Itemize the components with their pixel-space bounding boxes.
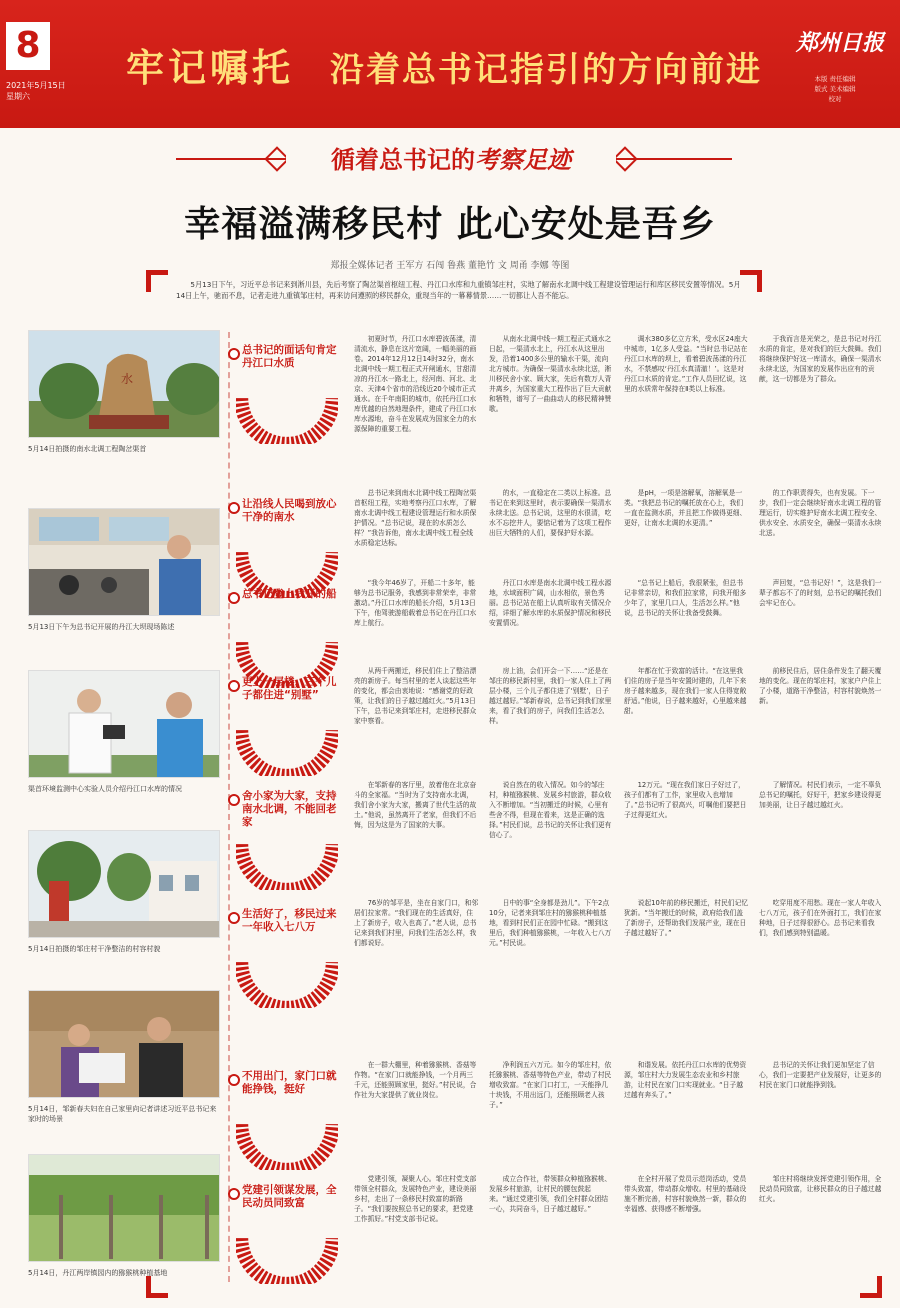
text-column: 在邹新春的客厅里，放着他在北京奋斗的全家福。“当时为了支持南水北调，我们舍小家为大家，搬离了世代生活的故土。”他说，虽然离开了老家，但我们不后悔，因为这是为了国家的大事。 xyxy=(354,781,477,829)
section-badge xyxy=(224,666,344,776)
text-column: 从两千两搬迁，移民们住上了整洁漂亮的新房子。每当村里的老人谈起这些年的变化，都会由衷地说：“感谢党的好政策，让我们的日子越过越红火。”5月13日下午，总书记来到邹庄村，走进移民群众家中察看。 xyxy=(354,667,477,725)
section-banner xyxy=(286,140,616,178)
text-column: 声回复，“总书记好！”，这是我们一辈子都忘不了的时刻，总书记的嘱托我们会牢记在心。 xyxy=(759,579,882,607)
text-column: 年都在忙于致富的活计。“在这里我们住的房子是当年安置时建的，几年下来房子越来越多，现在我们一家人住得宽敞舒适。”他说，日子越来越好，心里越来越甜。 xyxy=(624,667,747,715)
section-columns xyxy=(354,1060,884,1110)
text-column: “总书记上船后，我很紧张，但总书记非常亲切，和我们拉家常，问我开船多少年了，家里几口人，生活怎么样。”他说，总书记的关怀让我备受鼓舞。 xyxy=(624,579,747,617)
banner-diamond-icon xyxy=(612,146,637,171)
section-columns xyxy=(354,898,884,948)
frame-corner xyxy=(146,270,168,292)
article-headline: 幸福溢满移民村 此心安处是吾乡 xyxy=(184,204,716,245)
section-badge xyxy=(224,780,344,890)
text-column: 在全村开展了党员示范岗活动，党员带头致富，带动群众增收。村里的基础设施不断完善，村容村貌焕然一新，群众的幸福感、获得感不断增强。 xyxy=(624,1175,747,1213)
text-column: 成立合作社，带领群众种植猕猴桃、发展乡村旅游，让村民的腰包鼓起来。“通过党建引领，我们全村群众团结一心，共同奋斗，日子越过越好。” xyxy=(489,1175,612,1213)
photo-caption: 5月13日下午为总书记开展的丹江大坝现场陈述 xyxy=(28,623,175,631)
section-row xyxy=(224,666,884,774)
photo-monument xyxy=(28,330,220,438)
section-row xyxy=(224,578,884,660)
text-column: 总书记来到南水北调中线工程陶岔渠首枢纽工程，实地考察丹江口水库，了解南水北调中线工程建设管理运行和水质保护情况。“总书记说，现在的水质怎么样？”我告诉他，南水北调中线工程全线水质稳定达标。 xyxy=(354,489,477,547)
text-column: 了解情况。村民们表示，一定不辜负总书记的嘱托，好好干，把家乡建设得更加美丽，让日子越过越红火。 xyxy=(759,781,882,809)
text-column: 总书记的关怀让我们更加坚定了信心，我们一定要把产业发展好，让更多的村民在家门口就能挣到钱。 xyxy=(759,1061,882,1089)
text-column: 说自然在的收入情况。如今的邹庄村，种植猕猴桃、发展乡村旅游，群众收入不断增加。“当初搬迁的时候，心里有些舍不得，但现在看来，这是正确的选择。”村民们说，总书记的关怀让我们更有信心了。 xyxy=(489,781,612,839)
section-columns xyxy=(354,666,884,726)
section-label: 让沿线人民喝到放心干净的南水 xyxy=(242,498,337,523)
photo-caption: 5月14日，邹新春夫妇在自己家里向记者讲述习近平总书记来家时的场景 xyxy=(28,1105,217,1123)
text-column: 的工作职责得失，也有发展。下一步，我们一定会继续好南水北调工程的管理运行，切实维护好南水北调工程安全、供水安全、水质安全，确保一渠清水永续北送。 xyxy=(759,489,882,537)
text-column: 日中的事“全身都是劲儿”。下午2点10分，记者来到邹庄村的猕猴桃种植基地，看到村民们正在园中忙碌。“搬到这里后，我们种植猕猴桃，一年收入七八万元。”村民说。 xyxy=(489,899,612,947)
photo-caption: 5月14日拍摄的南水北调工程陶岔渠首 xyxy=(28,445,147,453)
issue-date xyxy=(6,80,66,102)
column-title: 牢记嘱托 xyxy=(126,45,295,90)
section-row xyxy=(224,488,884,580)
section-badge xyxy=(224,1174,344,1284)
photo-caption: 5月14日，丹江两岸镇园内的猕猴桃种植基地 xyxy=(28,1269,168,1277)
section-columns xyxy=(354,578,884,628)
editor-line: 校对 xyxy=(828,95,842,103)
text-column: 说起10年前的移民搬迁，村民们记忆犹新。“当年搬迁的时候，政府给我们盖了新房子，还帮助我们发展产业，现在日子越过越好了。” xyxy=(624,899,749,937)
text-column: 党建引领，凝聚人心。邹庄村党支部带领全村群众，发展特色产业，建设美丽乡村，走出了一条移民村致富的新路子。“我们要按照总书记的要求，把党建工作抓好。”村党支部书记说。 xyxy=(354,1175,477,1223)
text-column: 在一群大棚里，种着猕猴桃、香菇等作物。“在家门口就能挣钱，一个月两三千元，还能照顾家里，挺好。”村民说，合作社为大家提供了就业岗位。 xyxy=(354,1061,477,1099)
section-label: 不用出门，家门口就能挣钱，挺好 xyxy=(242,1070,337,1095)
text-column: 12万元。“现在我们家日子好过了，孩子们都有了工作，家里收入也增加了。”总书记听了很高兴，叮嘱他们要把日子过得更红火。 xyxy=(624,781,747,819)
text-column: 前移民住后，居住条件发生了翻天覆地的变化。现在的邹庄村，家家户户住上了小楼，道路干净整洁，村容村貌焕然一新。 xyxy=(759,667,882,705)
section-columns xyxy=(354,488,884,548)
section-badge xyxy=(224,334,344,444)
section-badge xyxy=(224,1060,344,1170)
article-lede: 5月13日下午，习近平总书记来到淅川县，先后考察了陶岔渠首枢纽工程、丹江口水库和九重镇邹庄村，实地了解南水北调中线工程建设管理运行和库区移民安置等情况。5月14日上午，驰而不息，记者走进九重镇邹庄村，再来访问遵照的移民群众，重现当年的一幕幕情景……一切都让人吾不能忘。 xyxy=(176,280,741,300)
newspaper-masthead: 郑州日报 xyxy=(795,30,884,56)
section-label: 更上一层楼，三个儿子都住进“别墅” xyxy=(242,676,337,701)
editor-line: 版式 美术编辑 xyxy=(814,85,856,93)
section-label: 总书记登上我开的船 xyxy=(242,588,337,600)
section-columns xyxy=(354,1174,884,1224)
text-column: “我今年46岁了，开船二十多年，能够为总书记服务，我感到非常荣幸，非常激动。”丹江口水库的船长介绍，5月13日下午，他驾驶游船载着总书记在丹江口水库上航行。 xyxy=(354,579,477,627)
section-label: 党建引领谋发展，全民动员同致富 xyxy=(242,1184,337,1209)
text-column: 从南水北调中线一期工程正式通水之日起，一渠清水北上，丹江水从这里出发，沿着1400多公里的输水干渠，流向北方城市。为确保一渠清水永续北送，淅川移民舍小家、顾大家，先后有数万人背井离乡，为国家重大工程作出了巨大贡献和牺牲，谱写了一曲曲动人的移民精神赞歌。 xyxy=(489,335,612,413)
section-row xyxy=(224,898,884,1070)
weekday-text: 星期六 xyxy=(6,92,30,101)
frame-corner xyxy=(860,1276,882,1298)
frame-corner xyxy=(146,1276,168,1298)
photo-village xyxy=(28,830,220,938)
photo-orchard xyxy=(28,1154,220,1262)
page-number: 8 xyxy=(6,22,50,70)
text-column: 76岁的邹平是，坐在自家门口，和邻居们拉家常。“我们现在的生活真好，住上了新房子，收入也高了。”老人说，总书记来到我们村里，问我们生活怎么样，我们都说好。 xyxy=(354,899,479,947)
text-column: 的水，一直稳定在二类以上标准。总书记在来到这里时，表示要确保一渠清水永续北送。总书记说，这里的水很清，吃水不忘挖井人，要惦记着为了这项工程作出巨大牺牲的人们，要保护好水源。 xyxy=(489,489,612,537)
editor-info xyxy=(780,74,890,104)
text-column: 和谐发展。依托丹江口水库的优势资源，邹庄村大力发展生态农业和乡村旅游，让村民在家门口实现就业。“日子越过越有奔头了。” xyxy=(624,1061,747,1099)
section-row xyxy=(224,1174,884,1274)
photo-caption: 渠首环境监测中心实验人员介绍丹江口水库的情况 xyxy=(28,785,182,793)
text-column: 是pH，一项是溶解氧，溶解氧是一类。“我把总书记的嘱托放在心上，我们一直在监测水质，并且把工作做得更细、更好，让南水北调的水更清。” xyxy=(624,489,747,527)
section-row xyxy=(224,334,884,478)
photo-boat-captain xyxy=(28,508,220,616)
section-row xyxy=(224,780,884,890)
article-byline: 郑报全媒体记者 王军方 石闯 鲁燕 董艳竹 文 周甬 李娜 等图 xyxy=(330,261,570,271)
text-column: 丹江口水库是南水北调中线工程水源地，水域面积广阔，山水相依，景色秀丽。总书记站在船上认真听取有关情况介绍，详细了解水库的水质保护情况和移民安置情况。 xyxy=(489,579,612,627)
section-row xyxy=(224,1060,884,1170)
section-label: 舍小家为大家，支持南水北调，不能回老家 xyxy=(242,790,337,828)
banner-text: 循着总书记的 xyxy=(331,146,475,174)
text-column: 房上油，会们开会一下……“还是在邹庄的移民新村里，我们一家人住上了两层小楼，三个儿子都住进了‘别墅’，日子越过越好。”邹新春说，总书记到我们家里来，看了我们的房子，问我们生活怎么样。 xyxy=(489,667,612,725)
text-column: 吃穿用度不用愁。现在一家人年收入七八万元，孩子们在外面打工，我们在家种地，日子过得很舒心。总书记来看我们，我们感到特别温暖。 xyxy=(759,899,882,937)
text-column: 净利润五六万元。如今的邹庄村，依托猕猴桃、香菇等特色产业，带动了村民增收致富。“在家门口打工，一天能挣几十块钱，不用出远门，还能照顾老人孩子。” xyxy=(489,1061,612,1109)
svg-text:水: 水 xyxy=(121,372,134,386)
photo-family xyxy=(28,990,220,1098)
text-column: 初夏时节，丹江口水库碧波荡漾，清清流水，静息在这片宽阔，一幅美丽的画卷。2014年12月12日14时32分，南水北调中线一期工程正式开闸通水，甘甜清凉的丹江水一路北上，经河南、河北、北京、天津4个省市的沿线近20个城市正式通水。在千年南阳的城市，依托丹江口水库优越的自然地理条件，建成了丹江口水库水源地，奋斗在发展成为国家全力的水源保障的重要工程。 xyxy=(354,335,477,433)
editor-line: 本版 责任编辑 xyxy=(814,75,856,83)
page-header xyxy=(0,0,900,128)
section-badge xyxy=(224,898,344,1008)
column-subtitle: 沿着总书记指引的方向前进 xyxy=(330,50,762,90)
text-column: 调水380多亿立方米，受水区24座大中城市，1亿多人受益。“当时总书记站在丹江口水库的坝上，看着碧波荡漾的丹江水，不禁感叹‘丹江水真清澈！’。这是对丹江口水质的肯定。”工作人员回忆说，这里的水质常年保持在Ⅱ类以上标准。 xyxy=(624,335,748,393)
section-label: 生活好了，移民过来一年收入七八万 xyxy=(242,908,337,933)
photo-caption: 5月14日拍摄的邹庄村干净整洁的村容村貌 xyxy=(28,945,161,953)
section-columns xyxy=(354,780,884,840)
text-column: 邹庄村将继续发挥党建引领作用，全民动员同致富，让移民群众的日子越过越红火。 xyxy=(759,1175,882,1203)
date-text: 2021年5月15日 xyxy=(6,81,66,90)
section-columns xyxy=(354,334,884,434)
photo-column xyxy=(28,330,220,1290)
text-column: 于我而言是光荣之，是总书记对丹江水质的肯定，是对我们的巨大鼓舞。我们将继续保护好这一库清水，确保一渠清水永续北送，为国家的发展作出应有的贡献，这一切都是为了群众。 xyxy=(759,335,882,383)
banner-script-text: 考察足迹 xyxy=(475,145,571,174)
section-label: 总书记的面话句肯定丹江口水质 xyxy=(242,344,337,369)
photo-lab xyxy=(28,670,220,778)
